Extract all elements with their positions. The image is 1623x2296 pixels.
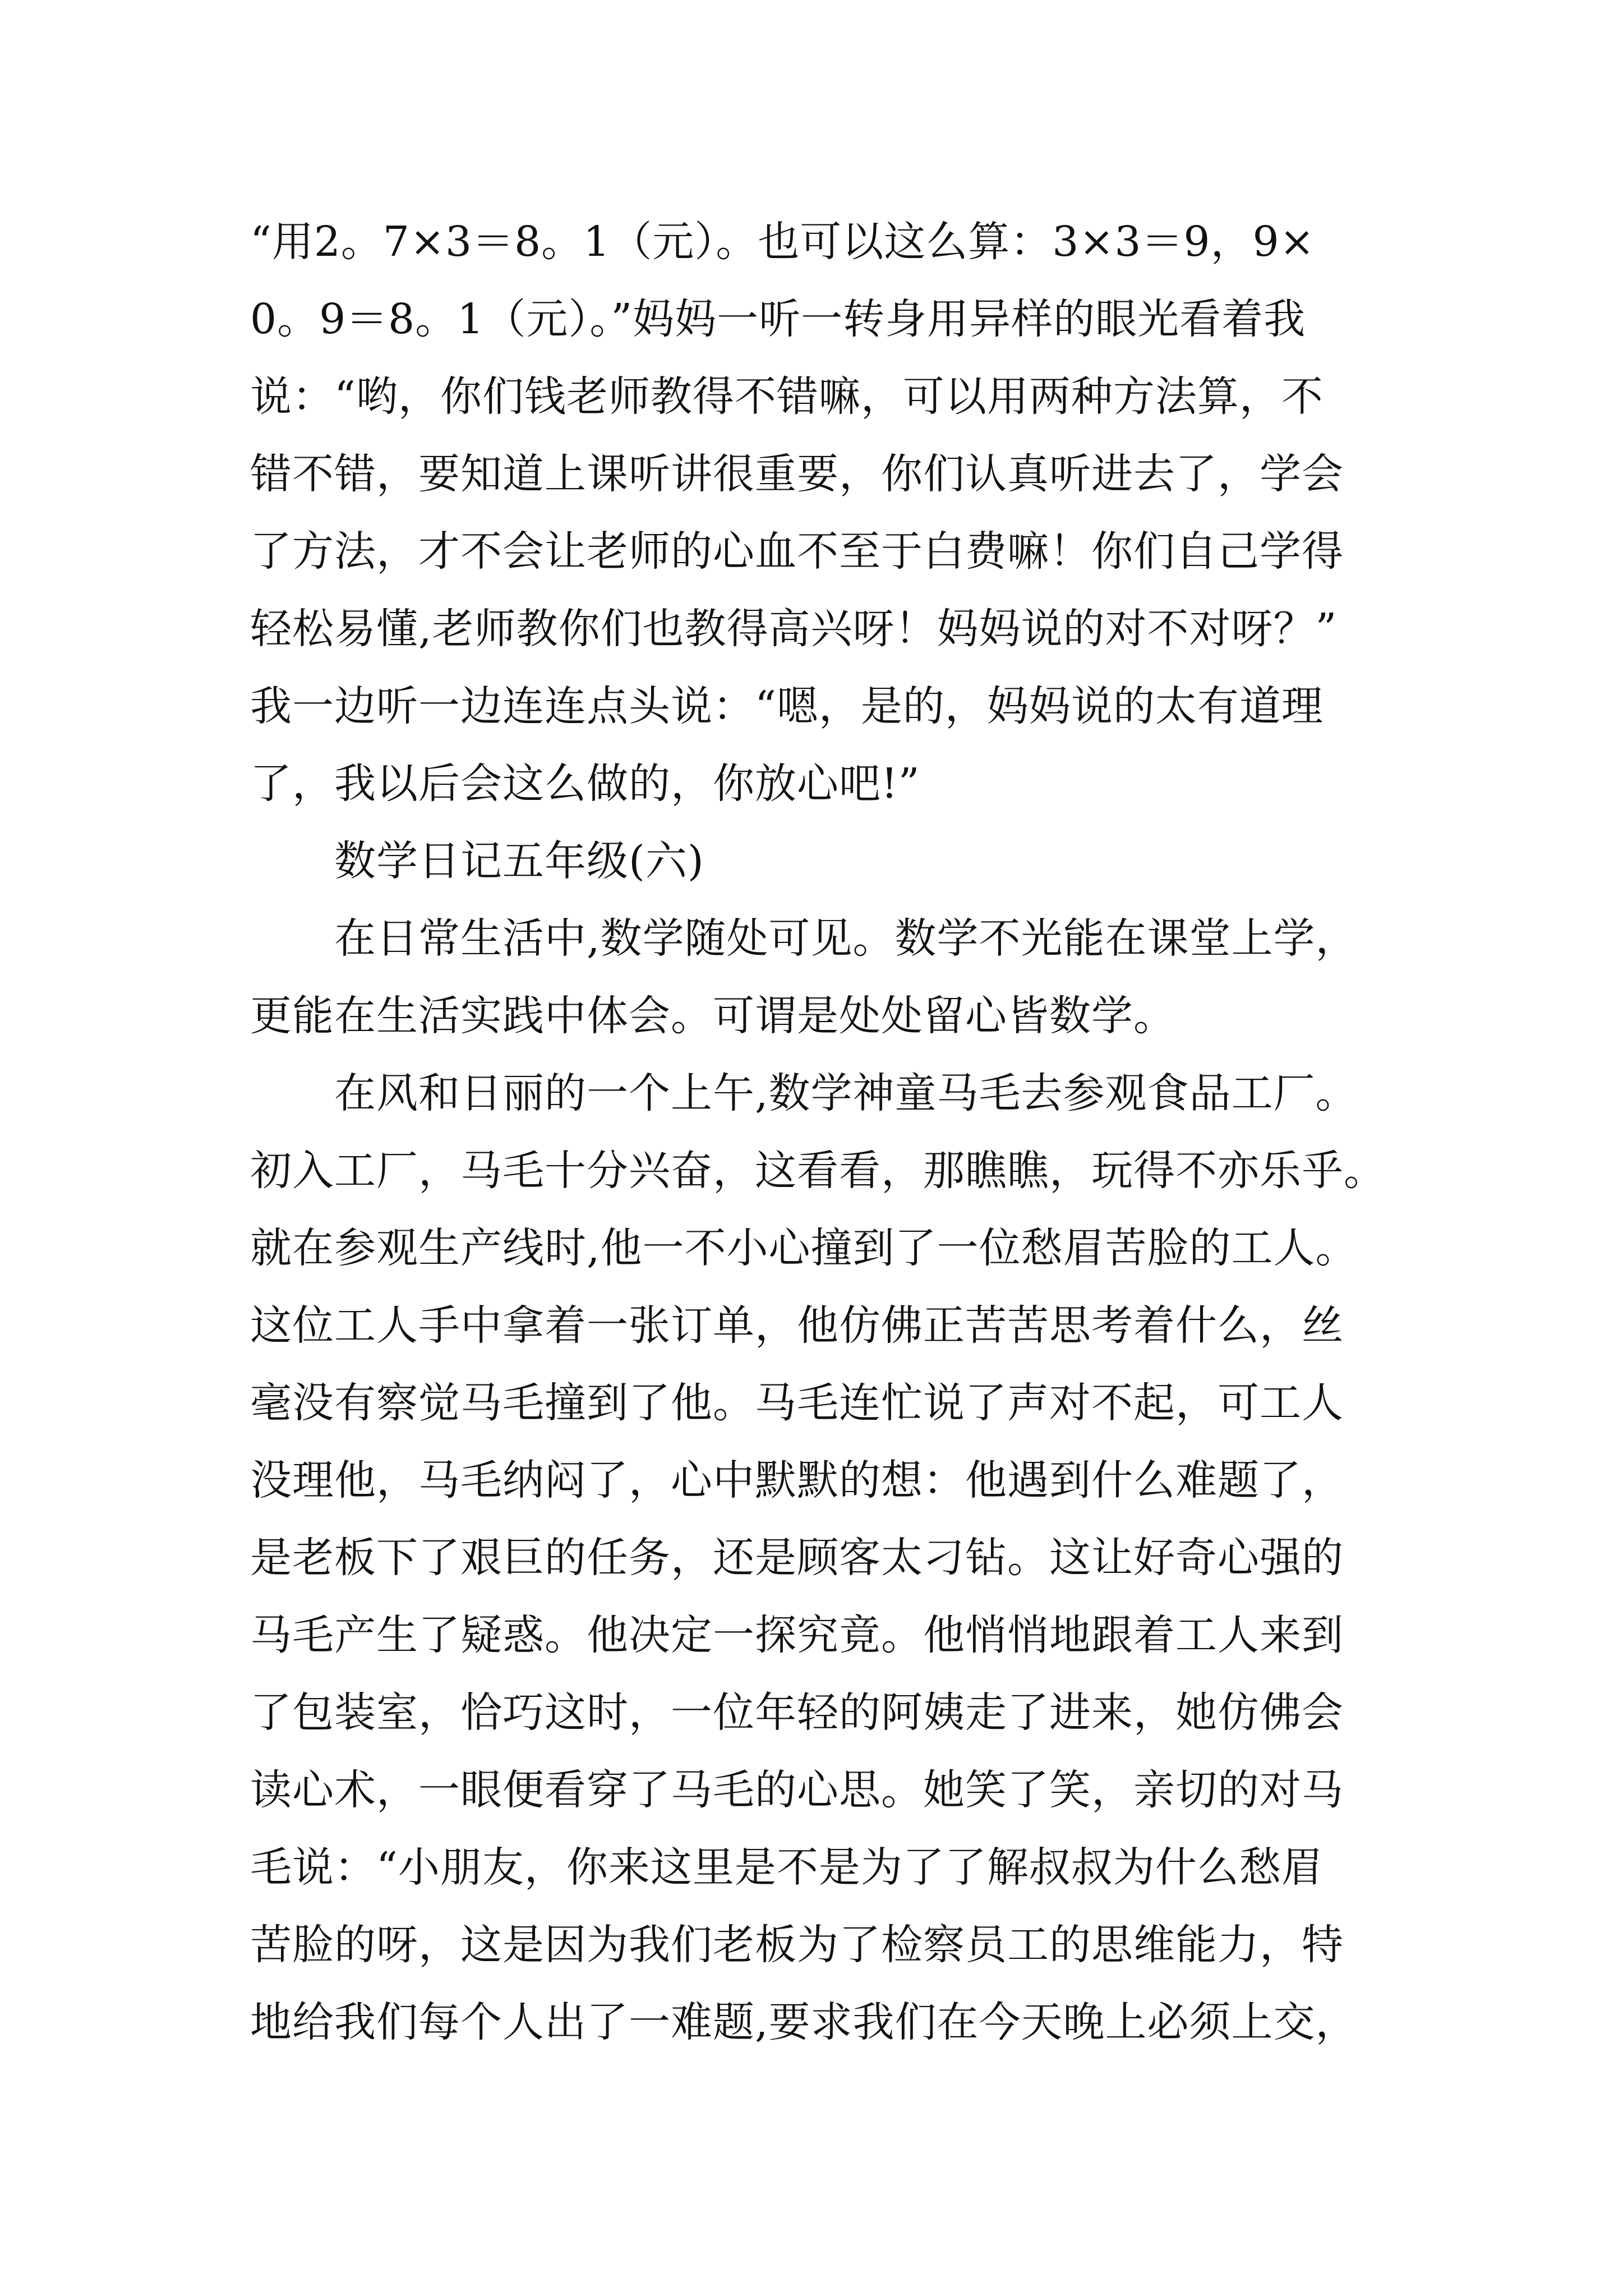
text-line: 错不错，要知道上课听讲很重要，你们认真听进去了，学会 [250, 450, 1344, 498]
text-line: 就在参观生产线时,他一不小心撞到了一位愁眉苦脸的工人。 [250, 1224, 1358, 1272]
text-line: 地给我们每个人出了一难题,要求我们在今天晚上必须上交， [250, 1998, 1358, 2046]
text-line: 毫没有察觉马毛撞到了他。马毛连忙说了声对不起，可工人 [250, 1379, 1344, 1427]
text-line: 了，我以后会这么做的，你放心吧!” [250, 760, 920, 808]
text-line: 我一边听一边连连点头说：“嗯，是的，妈妈说的太有道理 [250, 682, 1324, 730]
text-line: 了包装室，恰巧这时，一位年轻的阿姨走了进来，她仿佛会 [250, 1688, 1344, 1737]
text-line: 读心术，一眼便看穿了马毛的心思。她笑了笑，亲切的对马 [250, 1766, 1344, 1814]
text-line: 没理他，马毛纳闷了，心中默默的想：他遇到什么难题了， [250, 1456, 1344, 1504]
text-line: 这位工人手中拿着一张订单，他仿佛正苦苦思考着什么，丝 [250, 1301, 1344, 1350]
text-line: 0。9＝8。1（元）。”妈妈一听一转身用异样的眼光看着我 [250, 295, 1306, 343]
text-line: 毛说：“小朋友，你来这里是不是为了了解叔叔为什么愁眉 [250, 1843, 1324, 1892]
paragraph-start-line: 在风和日丽的一个上午,数学神童马毛去参观食品工厂。 [334, 1069, 1358, 1117]
text-line: 苦脸的呀，这是因为我们老板为了检察员工的思维能力，特 [250, 1921, 1344, 1969]
text-line: 是老板下了艰巨的任务，还是顾客太刁钻。这让好奇心强的 [250, 1534, 1344, 1582]
text-line: 轻松易懂,老师教你们也教得高兴呀！妈妈说的对不对呀？” [250, 605, 1338, 653]
document-body [250, 203, 1400, 2061]
paragraph-start-line: 在日常生活中,数学随处可见。数学不光能在课堂上学， [334, 914, 1358, 963]
text-line: 说：“哟，你们钱老师教得不错嘛，可以用两种方法算，不 [250, 372, 1324, 421]
section-heading: 数学日记五年级(六) [334, 837, 704, 885]
text-line: 马毛产生了疑惑。他决定一探究竟。他悄悄地跟着工人来到 [250, 1611, 1344, 1659]
text-line: 更能在生活实践中体会。可谓是处处留心皆数学。 [250, 992, 1175, 1040]
text-line: 初入工厂，马毛十分兴奋，这看看，那瞧瞧，玩得不亦乐乎。 [250, 1147, 1386, 1195]
text-line: 了方法，才不会让老师的心血不至于白费嘛！你们自己学得 [250, 527, 1344, 576]
text-line: “用2。7×3＝8。1（元）。也可以这么算：3×3＝9，9× [250, 218, 1315, 266]
